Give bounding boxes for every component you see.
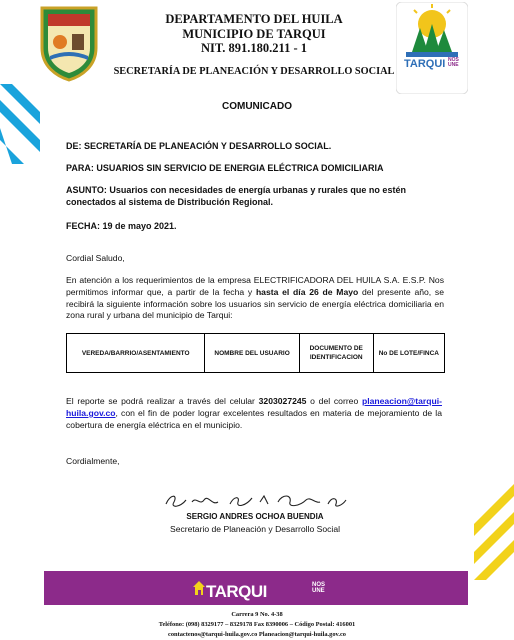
- tarqui-logo-text: TARQUI: [404, 58, 446, 70]
- header-department: DEPARTAMENTO DEL HUILA: [165, 12, 343, 26]
- info-table: [66, 333, 445, 373]
- paragraph-intro: [66, 275, 444, 322]
- footer-logo-text: TARQUI: [206, 582, 267, 601]
- decorative-stripes-left: [0, 84, 40, 164]
- decorative-stripes-right: [474, 484, 514, 580]
- phone-number: 3203027245: [258, 396, 307, 406]
- to-line: PARA: USUARIOS SIN SERVICIO DE ENERGIA ELÉCTRICA DOMICILIARIA: [66, 163, 384, 173]
- footer-logo-tag-1: NOS: [312, 582, 326, 588]
- from-line: DE: SECRETARÍA DE PLANEACIÓN Y DESARROLLO SOCIAL.: [66, 141, 332, 151]
- footer-address: Carrera 9 No. 4-38: [231, 611, 283, 618]
- table-header-cell: No DE LOTE/FINCA: [373, 334, 444, 373]
- table-header-cell: DOCUMENTO DE IDENTIFICACION: [299, 334, 373, 373]
- email-link[interactable]: planeacion@tarqui-huila.gov.co: [66, 396, 442, 418]
- tarqui-logo-tag-2: UNE: [448, 62, 459, 68]
- table-header-row: [67, 334, 445, 373]
- deadline-text: hasta el día 26 de Mayo: [255, 286, 359, 297]
- footer-logo-tag: [312, 582, 325, 594]
- paragraph-intro-part-1: En atención a los requerimientos de la empresa ELECTRIFICADORA DEL HUILA S.A. E.S.P. Nos permitimos informar que, a partir de la fecha y: [66, 275, 444, 297]
- header-municipality: MUNICIPIO DE TARQUI: [182, 27, 326, 41]
- paragraph-contact: [66, 396, 442, 431]
- paragraph-intro-part-2: del presente año, se recibirá la siguiente información sobre los usuarios sin servicio de energía eléctrica domiciliaria en zona rural y urbana del municipio de Tarqui:: [66, 286, 444, 321]
- house-icon: [192, 580, 206, 596]
- closing: Cordialmente,: [66, 456, 120, 466]
- footer-logo-tag-2: UNE: [312, 588, 325, 594]
- paragraph-contact-part-2: o del correo: [306, 396, 362, 406]
- footer-emails: contactenos@tarqui-huila.gov.co Planeacion@tarqui-huila.gov.co: [168, 631, 346, 638]
- signer-role: Secretario de Planeación y Desarrollo Social: [169, 524, 341, 534]
- tarqui-logo-tag-1: NOS: [448, 57, 459, 63]
- subject-line: ASUNTO: Usuarios con necesidades de energía urbanas y rurales que no estén conectados al sistema de Distribución Regional.: [66, 185, 406, 207]
- table-header-cell: NOMBRE DEL USUARIO: [205, 334, 299, 373]
- signer-name: SERGIO ANDRES OCHOA BUENDIA: [186, 512, 324, 521]
- footer-phones: Teléfono: (098) 8329177 – 8329178 Fax 8390006 – Código Postal: 416001: [158, 621, 356, 628]
- tarqui-logo-icon: [396, 2, 468, 94]
- document-title: COMUNICADO: [222, 101, 292, 112]
- header-nit: NIT. 891.180.211 - 1: [200, 41, 308, 55]
- header-secretariat: SECRETARÍA DE PLANEACIÓN Y DESARROLLO SOCIAL: [113, 66, 395, 77]
- municipal-shield-icon: [38, 4, 100, 82]
- handwritten-signature: [160, 490, 360, 512]
- tarqui-logo: [396, 2, 468, 94]
- paragraph-contact-part-3: , con el fin de poder lograr excelentes resultados en materia de mejoramiento de la cobertura de energía eléctrica en el municipio.: [66, 407, 442, 430]
- paragraph-contact-part-1: El reporte se podrá realizar a través del celular: [66, 396, 259, 406]
- greeting: Cordial Saludo,: [66, 253, 125, 263]
- date-line: FECHA: 19 de mayo 2021.: [66, 221, 177, 231]
- table-header-cell: VEREDA/BARRIO/ASENTAMIENTO: [67, 334, 205, 373]
- tarqui-logo-tag: [448, 58, 459, 68]
